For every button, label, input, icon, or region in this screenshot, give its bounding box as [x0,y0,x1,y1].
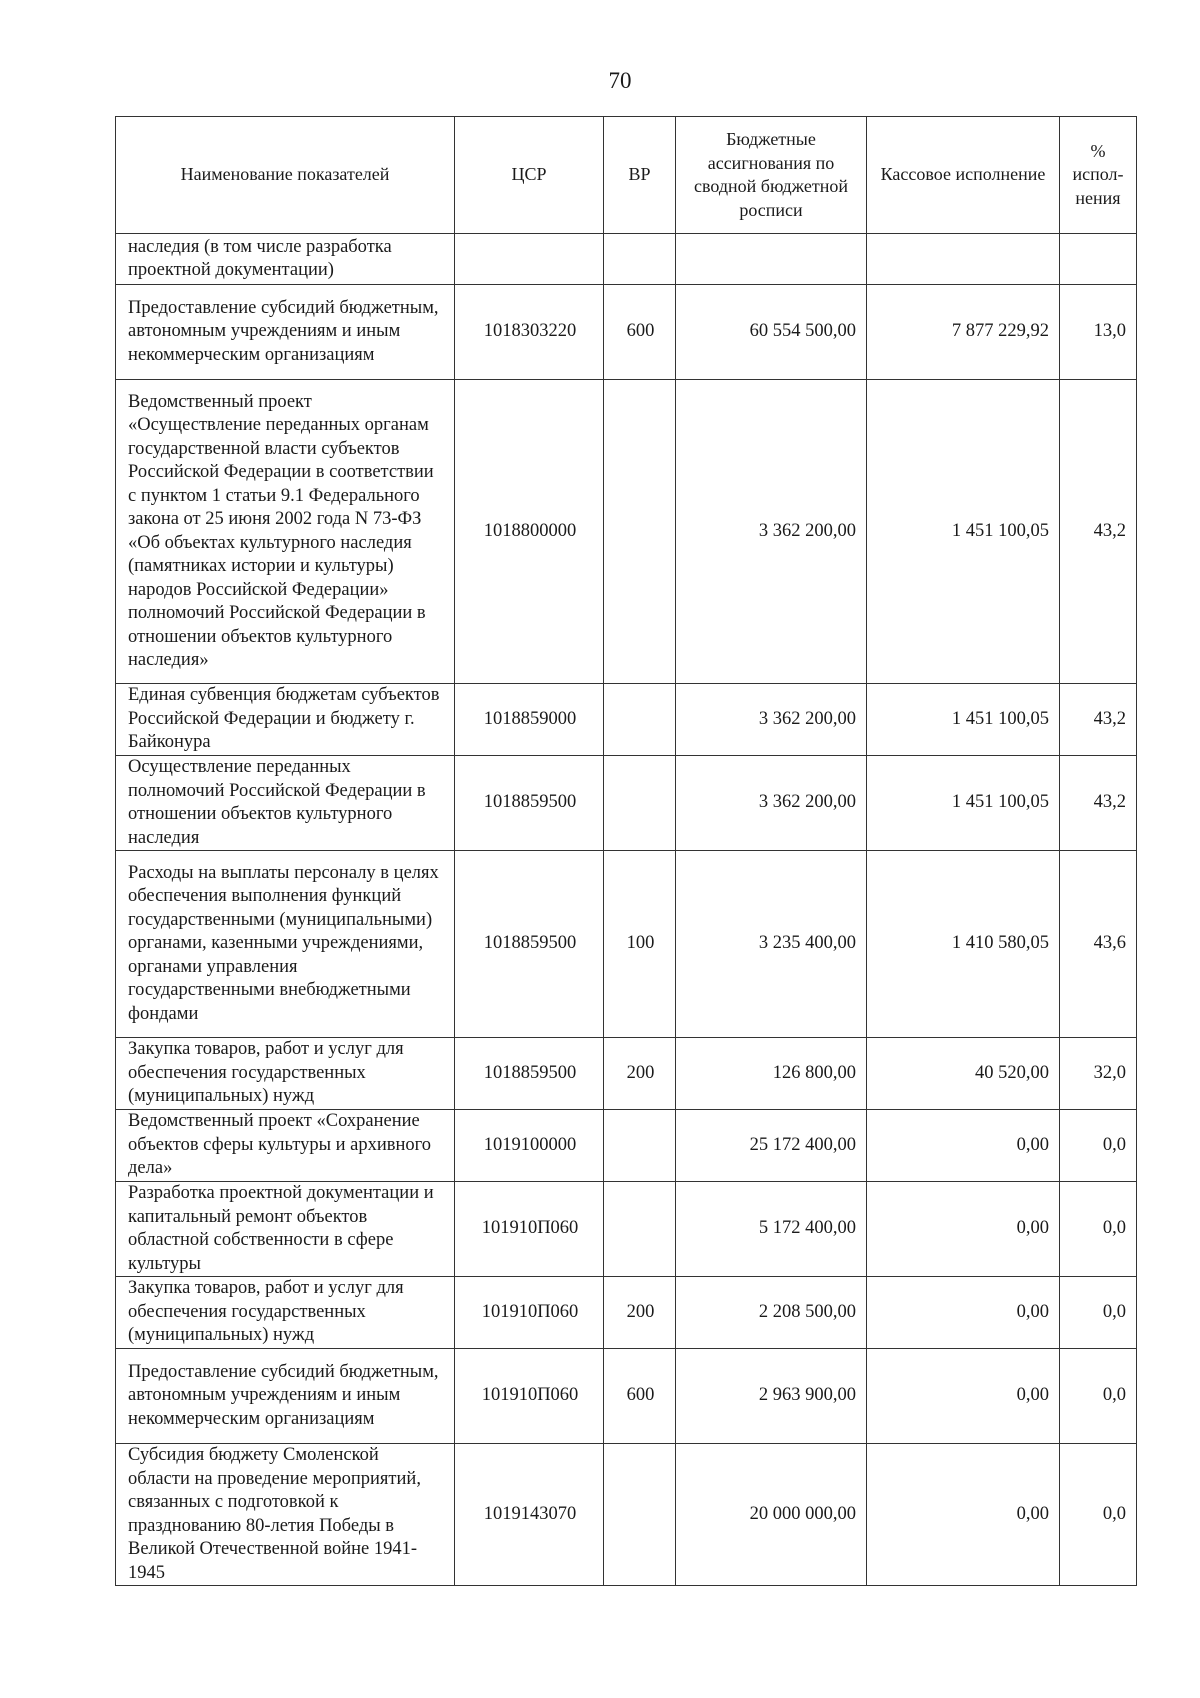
cell-kass: 1 451 100,05 [867,380,1060,684]
table-row [116,234,1137,285]
cell-kass: 0,00 [867,1277,1060,1349]
cell-name: Закупка товаров, работ и услуг для обеспечения государственных (муниципальных) нужд [116,1277,455,1349]
cell-name: наследия (в том числе разработка проектной документации) [116,234,455,285]
cell-pct: 13,0 [1060,285,1137,380]
cell-budget: 60 554 500,00 [676,285,867,380]
budget-execution-table [115,116,1137,1586]
cell-pct: 43,2 [1060,756,1137,851]
cell-budget [676,234,867,285]
cell-budget: 3 362 200,00 [676,684,867,756]
cell-name: Предоставление субсидий бюджетным, автономным учреждениям и иным некоммерческим организациям [116,285,455,380]
cell-kass: 7 877 229,92 [867,285,1060,380]
table-row [116,1038,1137,1110]
cell-pct: 0,0 [1060,1349,1137,1444]
table-row [116,1349,1137,1444]
table-row [116,1110,1137,1182]
cell-vr: 600 [604,1349,676,1444]
cell-vr [604,684,676,756]
cell-kass [867,234,1060,285]
cell-kass: 1 451 100,05 [867,684,1060,756]
header-vr: ВР [604,117,676,234]
cell-vr [604,1110,676,1182]
cell-pct: 43,2 [1060,684,1137,756]
cell-pct: 43,2 [1060,380,1137,684]
cell-name: Предоставление субсидий бюджетным, автономным учреждениям и иным некоммерческим организациям [116,1349,455,1444]
cell-kass: 0,00 [867,1182,1060,1277]
cell-csr: 1018859500 [455,851,604,1038]
cell-budget: 20 000 000,00 [676,1444,867,1586]
table-row [116,684,1137,756]
table-row [116,851,1137,1038]
cell-budget: 3 362 200,00 [676,756,867,851]
table-row [116,1444,1137,1586]
cell-vr: 200 [604,1277,676,1349]
cell-vr: 600 [604,285,676,380]
cell-pct: 0,0 [1060,1444,1137,1586]
header-csr: ЦСР [455,117,604,234]
cell-budget: 3 235 400,00 [676,851,867,1038]
cell-name: Субсидия бюджету Смоленской области на проведение мероприятий, связанных с подготовкой к празднованию 80-летия Победы в Великой Отечественной войне 1941-1945 [116,1444,455,1586]
table-row [116,285,1137,380]
cell-csr: 1018800000 [455,380,604,684]
page-number: 70 [608,68,632,93]
cell-budget: 5 172 400,00 [676,1182,867,1277]
cell-csr: 101910П060 [455,1277,604,1349]
cell-name: Ведомственный проект «Осуществление переданных органам государственной власти субъектов Российской Федерации в соответствии с пунктом 1 статьи 9.1 Федерального закона от 25 июня 2002 года N 73-ФЗ «Об объектах культурного наследия (памятниках истории и культуры) народов Российской Федерации» полномочий Российской Федерации в отношении объектов культурного наследия» [116,380,455,684]
cell-name: Ведомственный проект «Сохранение объектов сферы культуры и архивного дела» [116,1110,455,1182]
cell-kass: 40 520,00 [867,1038,1060,1110]
cell-name: Закупка товаров, работ и услуг для обеспечения государственных (муниципальных) нужд [116,1038,455,1110]
cell-budget: 126 800,00 [676,1038,867,1110]
cell-pct: 0,0 [1060,1182,1137,1277]
cell-vr [604,756,676,851]
cell-pct: 0,0 [1060,1110,1137,1182]
cell-kass: 0,00 [867,1444,1060,1586]
table-body [116,234,1137,1586]
header-name: Наименование показателей [116,117,455,234]
cell-kass: 0,00 [867,1349,1060,1444]
cell-vr [604,380,676,684]
cell-csr: 1018303220 [455,285,604,380]
table-row [116,380,1137,684]
cell-kass: 1 410 580,05 [867,851,1060,1038]
cell-name: Единая субвенция бюджетам субъектов Российской Федерации и бюджету г. Байконура [116,684,455,756]
cell-name: Осуществление переданных полномочий Российской Федерации в отношении объектов культурного наследия [116,756,455,851]
cell-budget: 3 362 200,00 [676,380,867,684]
cell-csr: 1018859000 [455,684,604,756]
cell-csr: 101910П060 [455,1182,604,1277]
cell-name: Разработка проектной документации и капитальный ремонт объектов областной собственности в сфере культуры [116,1182,455,1277]
cell-csr: 1018859500 [455,756,604,851]
cell-budget: 2 963 900,00 [676,1349,867,1444]
cell-budget: 2 208 500,00 [676,1277,867,1349]
cell-csr: 1019100000 [455,1110,604,1182]
cell-budget: 25 172 400,00 [676,1110,867,1182]
cell-vr: 100 [604,851,676,1038]
cell-csr [455,234,604,285]
table-row [116,1182,1137,1277]
cell-pct [1060,234,1137,285]
cell-name: Расходы на выплаты персоналу в целях обеспечения выполнения функций государственными (муниципальными) органами, казенными учреждениями, органами управления государственными внебюджетными фондами [116,851,455,1038]
table-row [116,756,1137,851]
cell-pct: 32,0 [1060,1038,1137,1110]
header-budget: Бюджетные ассигнования по сводной бюджетной росписи [676,117,867,234]
cell-vr: 200 [604,1038,676,1110]
cell-vr [604,1444,676,1586]
cell-pct: 43,6 [1060,851,1137,1038]
cell-kass: 1 451 100,05 [867,756,1060,851]
cell-vr [604,234,676,285]
cell-vr [604,1182,676,1277]
header-pct: % испол-нения [1060,117,1137,234]
cell-csr: 1019143070 [455,1444,604,1586]
cell-kass: 0,00 [867,1110,1060,1182]
cell-csr: 101910П060 [455,1349,604,1444]
header-kass: Кассовое исполнение [867,117,1060,234]
cell-csr: 1018859500 [455,1038,604,1110]
table-header-row [116,117,1137,234]
cell-pct: 0,0 [1060,1277,1137,1349]
table-row [116,1277,1137,1349]
